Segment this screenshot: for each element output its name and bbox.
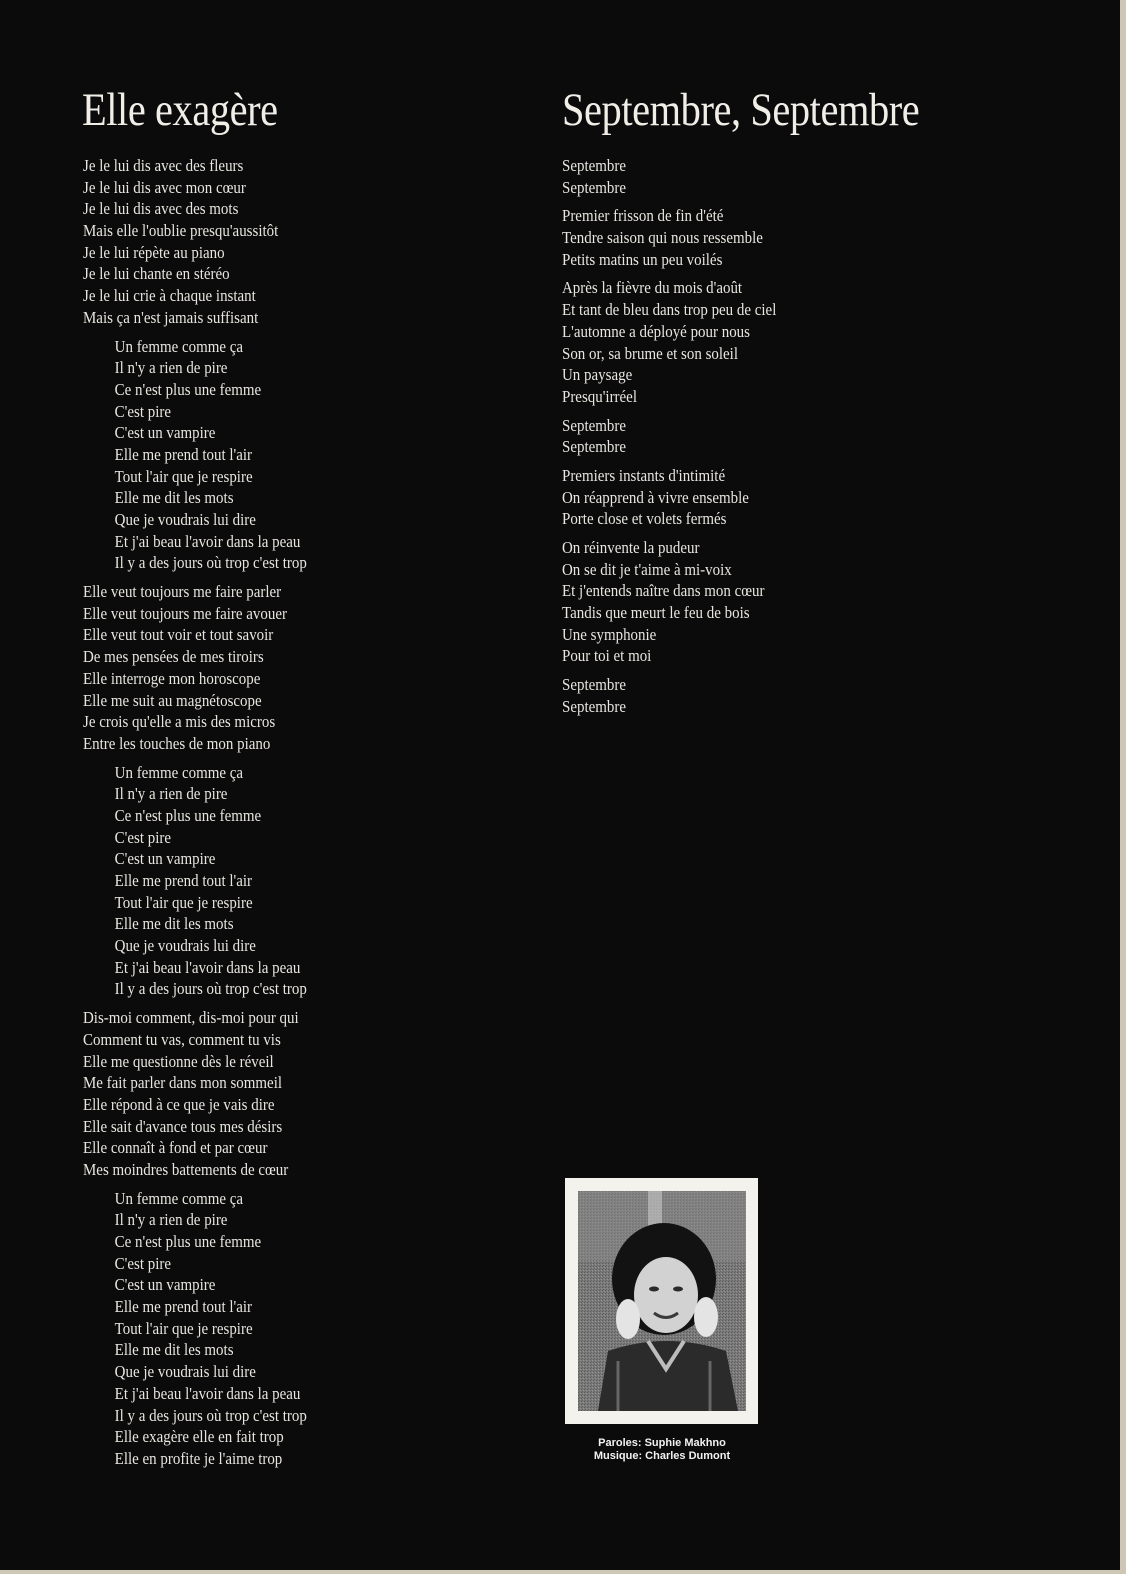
lyric-line: On réinvente la pudeur (562, 538, 700, 557)
lyric-line: Elle me suit au magnétoscope (83, 690, 262, 710)
credits-lyrics: Paroles: Suphie Makhno (598, 1437, 726, 1449)
lyric-line: Presqu'irréel (562, 386, 637, 406)
lyric-line: Tout l'air que je respire (114, 892, 253, 912)
lyric-line: Que je voudrais lui dire (114, 1362, 256, 1382)
lyrics-verse (562, 415, 776, 458)
portrait-photo-frame (565, 1178, 758, 1424)
lyric-line: C'est un vampire (114, 1275, 216, 1295)
song-title-septembre: Septembre, Septembre (562, 84, 920, 136)
lyrics-verse (562, 465, 776, 530)
lyric-line: Mais elle l'oublie presqu'aussitôt (83, 221, 279, 241)
lyric-line: L'automne a déployé pour nous (562, 321, 750, 341)
lyric-line: Dis-moi comment, dis-moi pour qui (83, 1008, 299, 1028)
lyric-line: Et j'ai beau l'avoir dans la peau (114, 957, 301, 977)
lyric-line: Je le lui répète au piano (83, 242, 225, 262)
lyric-line: Elle me dit les mots (114, 914, 234, 934)
lyric-line: Elle sait d'avance tous mes désirs (83, 1116, 283, 1136)
lyric-line: Septembre (562, 415, 626, 435)
lyric-line: Elle me prend tout l'air (114, 444, 252, 464)
lyric-line: Elle veut toujours me faire avouer (83, 603, 287, 623)
lyric-line: Et j'ai beau l'avoir dans la peau (114, 531, 301, 551)
lyric-line: Je le lui dis avec des fleurs (83, 156, 244, 175)
lyric-line: Il y a des jours où trop c'est trop (114, 1405, 307, 1425)
lyric-line: Septembre (562, 437, 626, 457)
lyrics-elle-exagere (83, 155, 307, 1477)
lyric-line: Entre les touches de mon piano (83, 733, 271, 753)
lyric-line: Un femme comme ça (114, 1188, 244, 1208)
lyric-line: Je le lui dis avec des mots (83, 199, 239, 219)
lyric-line: Tout l'air que je respire (114, 1318, 253, 1338)
lyric-line: Une symphonie (562, 624, 657, 644)
lyric-line: Ce n'est plus une femme (114, 805, 262, 825)
lyric-line: Ce n'est plus une femme (114, 1232, 262, 1251)
lyric-line: Septembre (562, 675, 626, 695)
lyric-line: Je le lui chante en stéréo (83, 264, 230, 284)
lyric-line: Premier frisson de fin d'été (562, 206, 724, 226)
lyric-line: Elle interroge mon horoscope (83, 668, 261, 688)
lyric-line: Il n'y a rien de pire (114, 784, 228, 804)
lyric-line: Que je voudrais lui dire (114, 936, 256, 956)
lyric-line: Elle me questionne dès le réveil (83, 1051, 274, 1071)
lyric-line: Elle répond à ce que je vais dire (83, 1094, 275, 1114)
lyric-line: Elle en profite je l'aime trop (114, 1448, 283, 1468)
lyric-line: Un paysage (562, 365, 633, 385)
lyric-line: Elle veut tout voir et tout savoir (83, 625, 274, 645)
lyrics-chorus (83, 762, 307, 1001)
lyric-line: Un femme comme ça (114, 336, 244, 356)
lyrics-verse (83, 155, 307, 329)
lyric-line: Il y a des jours où trop c'est trop (114, 979, 307, 999)
lyric-line: Elle veut toujours me faire parler (83, 582, 282, 602)
lyric-line: Et tant de bleu dans trop peu de ciel (562, 300, 777, 320)
lyric-line: Elle connaît à fond et par cœur (83, 1138, 268, 1158)
lyrics-chorus (83, 336, 307, 575)
lyric-line: Son or, sa brume et son soleil (562, 343, 738, 363)
lyric-line: Septembre (562, 696, 626, 716)
credits (562, 1437, 762, 1463)
lyrics-verse (83, 581, 307, 755)
lyrics-chorus (83, 1188, 307, 1470)
lyric-line: Tandis que meurt le feu de bois (562, 603, 750, 623)
lyric-line: Après la fièvre du mois d'août (562, 278, 743, 298)
lyric-line: C'est pire (114, 827, 171, 847)
lyric-line: Et j'entends naître dans mon cœur (562, 581, 765, 601)
lyric-line: Me fait parler dans mon sommeil (83, 1073, 283, 1093)
lyrics-verse (562, 537, 776, 667)
lyric-line: Comment tu vas, comment tu vis (83, 1029, 281, 1049)
lyric-line: Il n'y a rien de pire (114, 358, 228, 378)
lyric-line: Petits matins un peu voilés (562, 249, 723, 269)
lyrics-verse (562, 155, 776, 198)
lyrics-septembre (562, 155, 776, 725)
lyric-line: C'est un vampire (114, 423, 216, 443)
lyric-line: De mes pensées de mes tiroirs (83, 647, 264, 667)
lyric-line: Que je voudrais lui dire (114, 510, 256, 529)
lyric-line: Et j'ai beau l'avoir dans la peau (114, 1383, 301, 1403)
lyric-line: Je crois qu'elle a mis des micros (83, 712, 276, 732)
lyric-line: Je le lui crie à chaque instant (83, 286, 256, 306)
lyric-line: Elle exagère elle en fait trop (114, 1427, 284, 1447)
lyric-line: Elle me dit les mots (114, 1340, 234, 1360)
lyric-line: On réapprend à vivre ensemble (562, 487, 749, 507)
lyric-line: Un femme comme ça (114, 762, 244, 782)
lyric-line: Elle me prend tout l'air (114, 1297, 252, 1317)
lyric-line: Tendre saison qui nous ressemble (562, 228, 763, 248)
credits-music: Musique: Charles Dumont (593, 1450, 731, 1462)
lyrics-verse (562, 277, 776, 407)
lyric-line: Septembre (562, 177, 626, 197)
lyric-line: Premiers instants d'intimité (562, 465, 726, 485)
lyric-line: C'est pire (114, 1253, 171, 1273)
lyric-line: Elle me dit les mots (114, 488, 234, 508)
lyric-line: Elle me prend tout l'air (114, 871, 252, 890)
lyric-line: Porte close et volets fermés (562, 509, 727, 529)
lyrics-verse (562, 674, 776, 717)
lyric-line: Tout l'air que je respire (114, 466, 253, 486)
lyrics-verse (562, 205, 776, 270)
lyric-line: C'est pire (114, 401, 171, 421)
lyric-line: Il n'y a rien de pire (114, 1210, 228, 1230)
lyric-line: Je le lui dis avec mon cœur (83, 177, 246, 197)
lyric-line: Ce n'est plus une femme (114, 379, 262, 399)
lyric-line: C'est un vampire (114, 849, 216, 869)
portrait-photo (578, 1191, 746, 1411)
lyric-line: Septembre (562, 156, 626, 175)
lyric-line: Il y a des jours où trop c'est trop (114, 553, 307, 573)
lyric-line: Pour toi et moi (562, 646, 652, 666)
lyric-line: Mes moindres battements de cœur (83, 1159, 289, 1179)
lyric-line: Mais ça n'est jamais suffisant (83, 307, 259, 327)
song-title-elle-exagere: Elle exagère (82, 84, 278, 136)
portrait-image (578, 1191, 746, 1411)
lyrics-verse (83, 1007, 307, 1181)
lyric-line: On se dit je t'aime à mi-voix (562, 559, 732, 579)
